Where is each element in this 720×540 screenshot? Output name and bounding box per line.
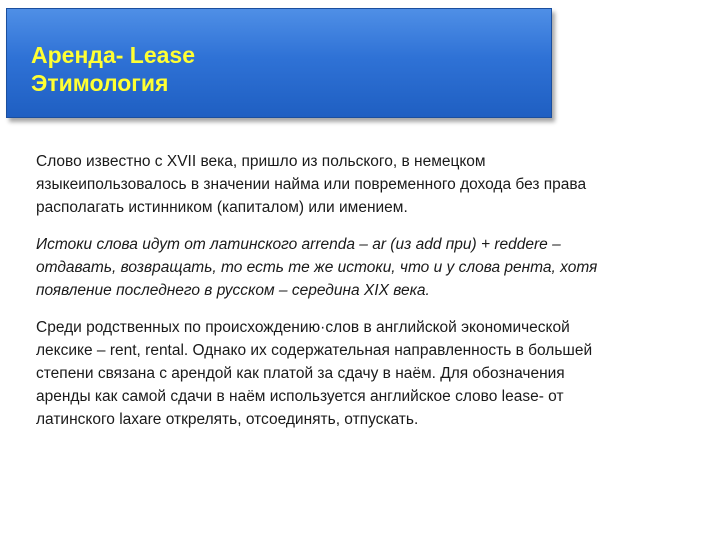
text-line: появление последнего в русском – середина XIX века. (36, 282, 430, 299)
slide-subtitle: Этимология (31, 70, 169, 96)
paragraph-english-lexicon (36, 316, 686, 431)
text-line: Среди родственных по происхождению·слов в английской экономической (36, 319, 570, 336)
paragraph-latin-roots (36, 233, 686, 302)
text-line: степени связана с арендой как платой за сдачу в наём. Для обозначения (36, 365, 565, 382)
paragraph-origin (36, 150, 686, 219)
slide-body (36, 150, 686, 445)
text-line: латинского laxare открелять, отсоединять, отпускать. (36, 411, 419, 428)
text-line: лексике – rent, rental. Однако их содержательная направленность в большей (36, 342, 593, 359)
text-line: языкеипользовалось в значении найма или повременного дохода без права (36, 176, 587, 193)
text-line: Слово известно с XVII века, пришло из польского, в немецком (36, 153, 486, 170)
title-banner (6, 8, 552, 118)
text-line: отдавать, возвращать, то есть те же истоки, что и у слова рента, хотя (36, 259, 598, 276)
slide-title: Аренда- Lease (31, 42, 195, 68)
text-line: Истоки слова идут от латинского arrenda – ar (из add при) + reddere – (36, 236, 561, 253)
text-line: аренды как самой сдачи в наём используется английское слово lease- от (36, 388, 564, 405)
text-line: располагать истинником (капиталом) или имением. (36, 199, 408, 216)
